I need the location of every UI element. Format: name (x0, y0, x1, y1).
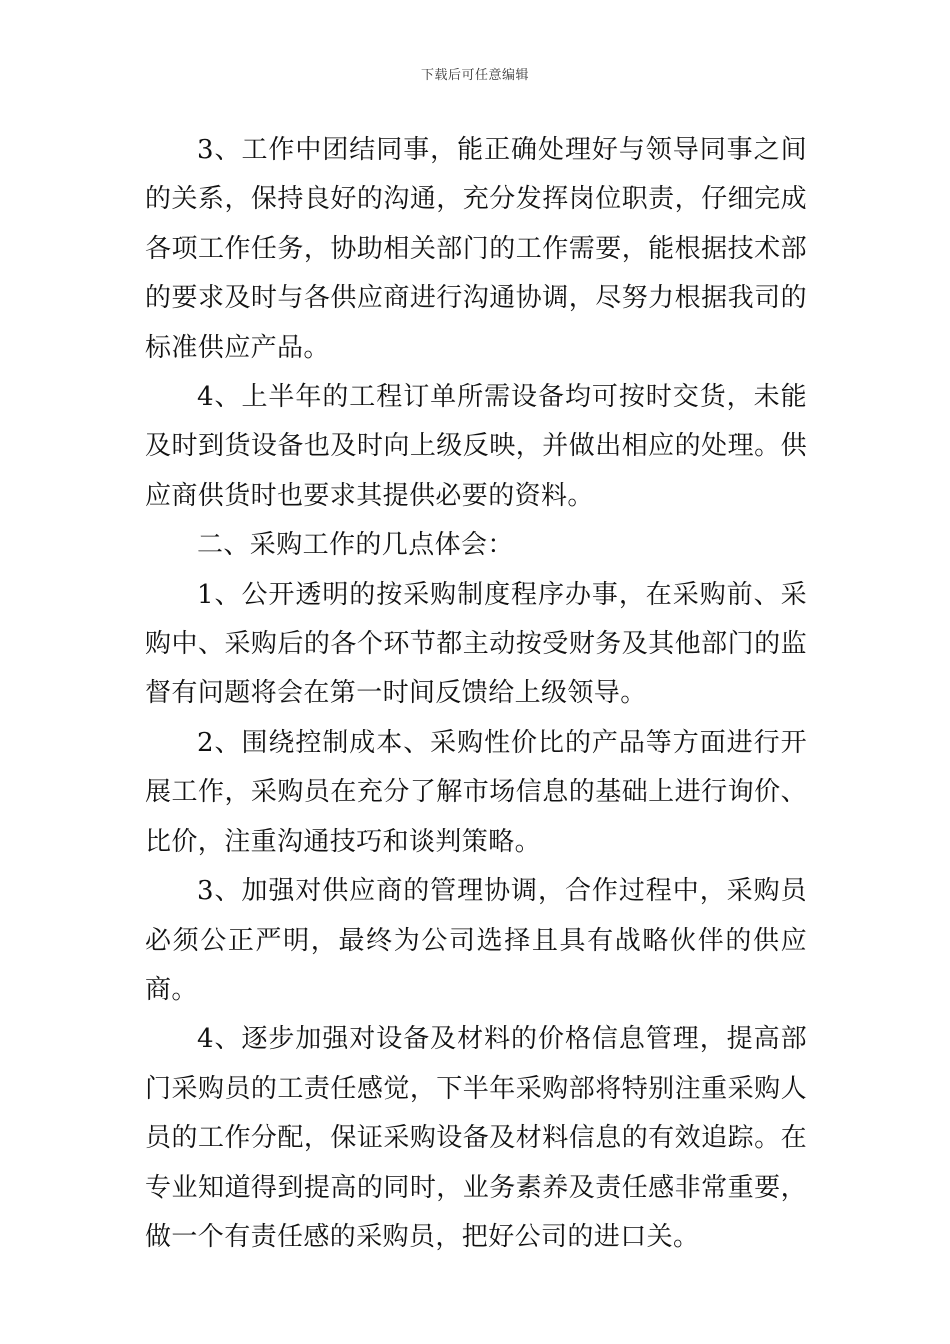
section-heading: 二、采购工作的几点体会： (197, 530, 514, 561)
paragraph-2: 4、上半年的工程订单所需设备均可按时交货，未能及时到货设备也及时向上级反映，并做出相应的处理。供应商供货时也要求其提供必要的资料。 (145, 382, 807, 511)
document-body (145, 126, 807, 1262)
paragraph-3: 1、公开透明的按采购制度程序办事，在采购前、采购中、采购后的各个环节都主动按受财务及其他部门的监督有问题将会在第一时间反馈给上级领导。 (145, 579, 807, 709)
paragraph-6: 4、逐步加强对设备及材料的价格信息管理，提高部门采购员的工责任感觉，下半年采购部将特别注重采购人员的工作分配，保证采购设备及材料信息的有效追踪。在专业知道得到提高的同时，业务素养及责任感非常重要，做一个有责任感的采购员，把好公司的进口关。 (145, 1024, 807, 1252)
paragraph-1: 3、工作中团结同事，能正确处理好与领导同事之间的关系，保持良好的沟通，充分发挥岗位职责，仔细完成各项工作任务，协助相关部门的工作需要，能根据技术部的要求及时与各供应商进行沟通协调，尽努力根据我司的标准供应产品。 (145, 135, 807, 363)
page-header: 下载后可任意编辑 (420, 68, 529, 83)
paragraph-4: 2、围绕控制成本、采购性价比的产品等方面进行开展工作，采购员在充分了解市场信息的基础上进行询价、比价，注重沟通技巧和谈判策略。 (145, 727, 807, 857)
paragraph-5: 3、加强对供应商的管理协调，合作过程中，采购员必须公正严明，最终为公司选择且具有战略伙伴的供应商。 (145, 876, 807, 1005)
